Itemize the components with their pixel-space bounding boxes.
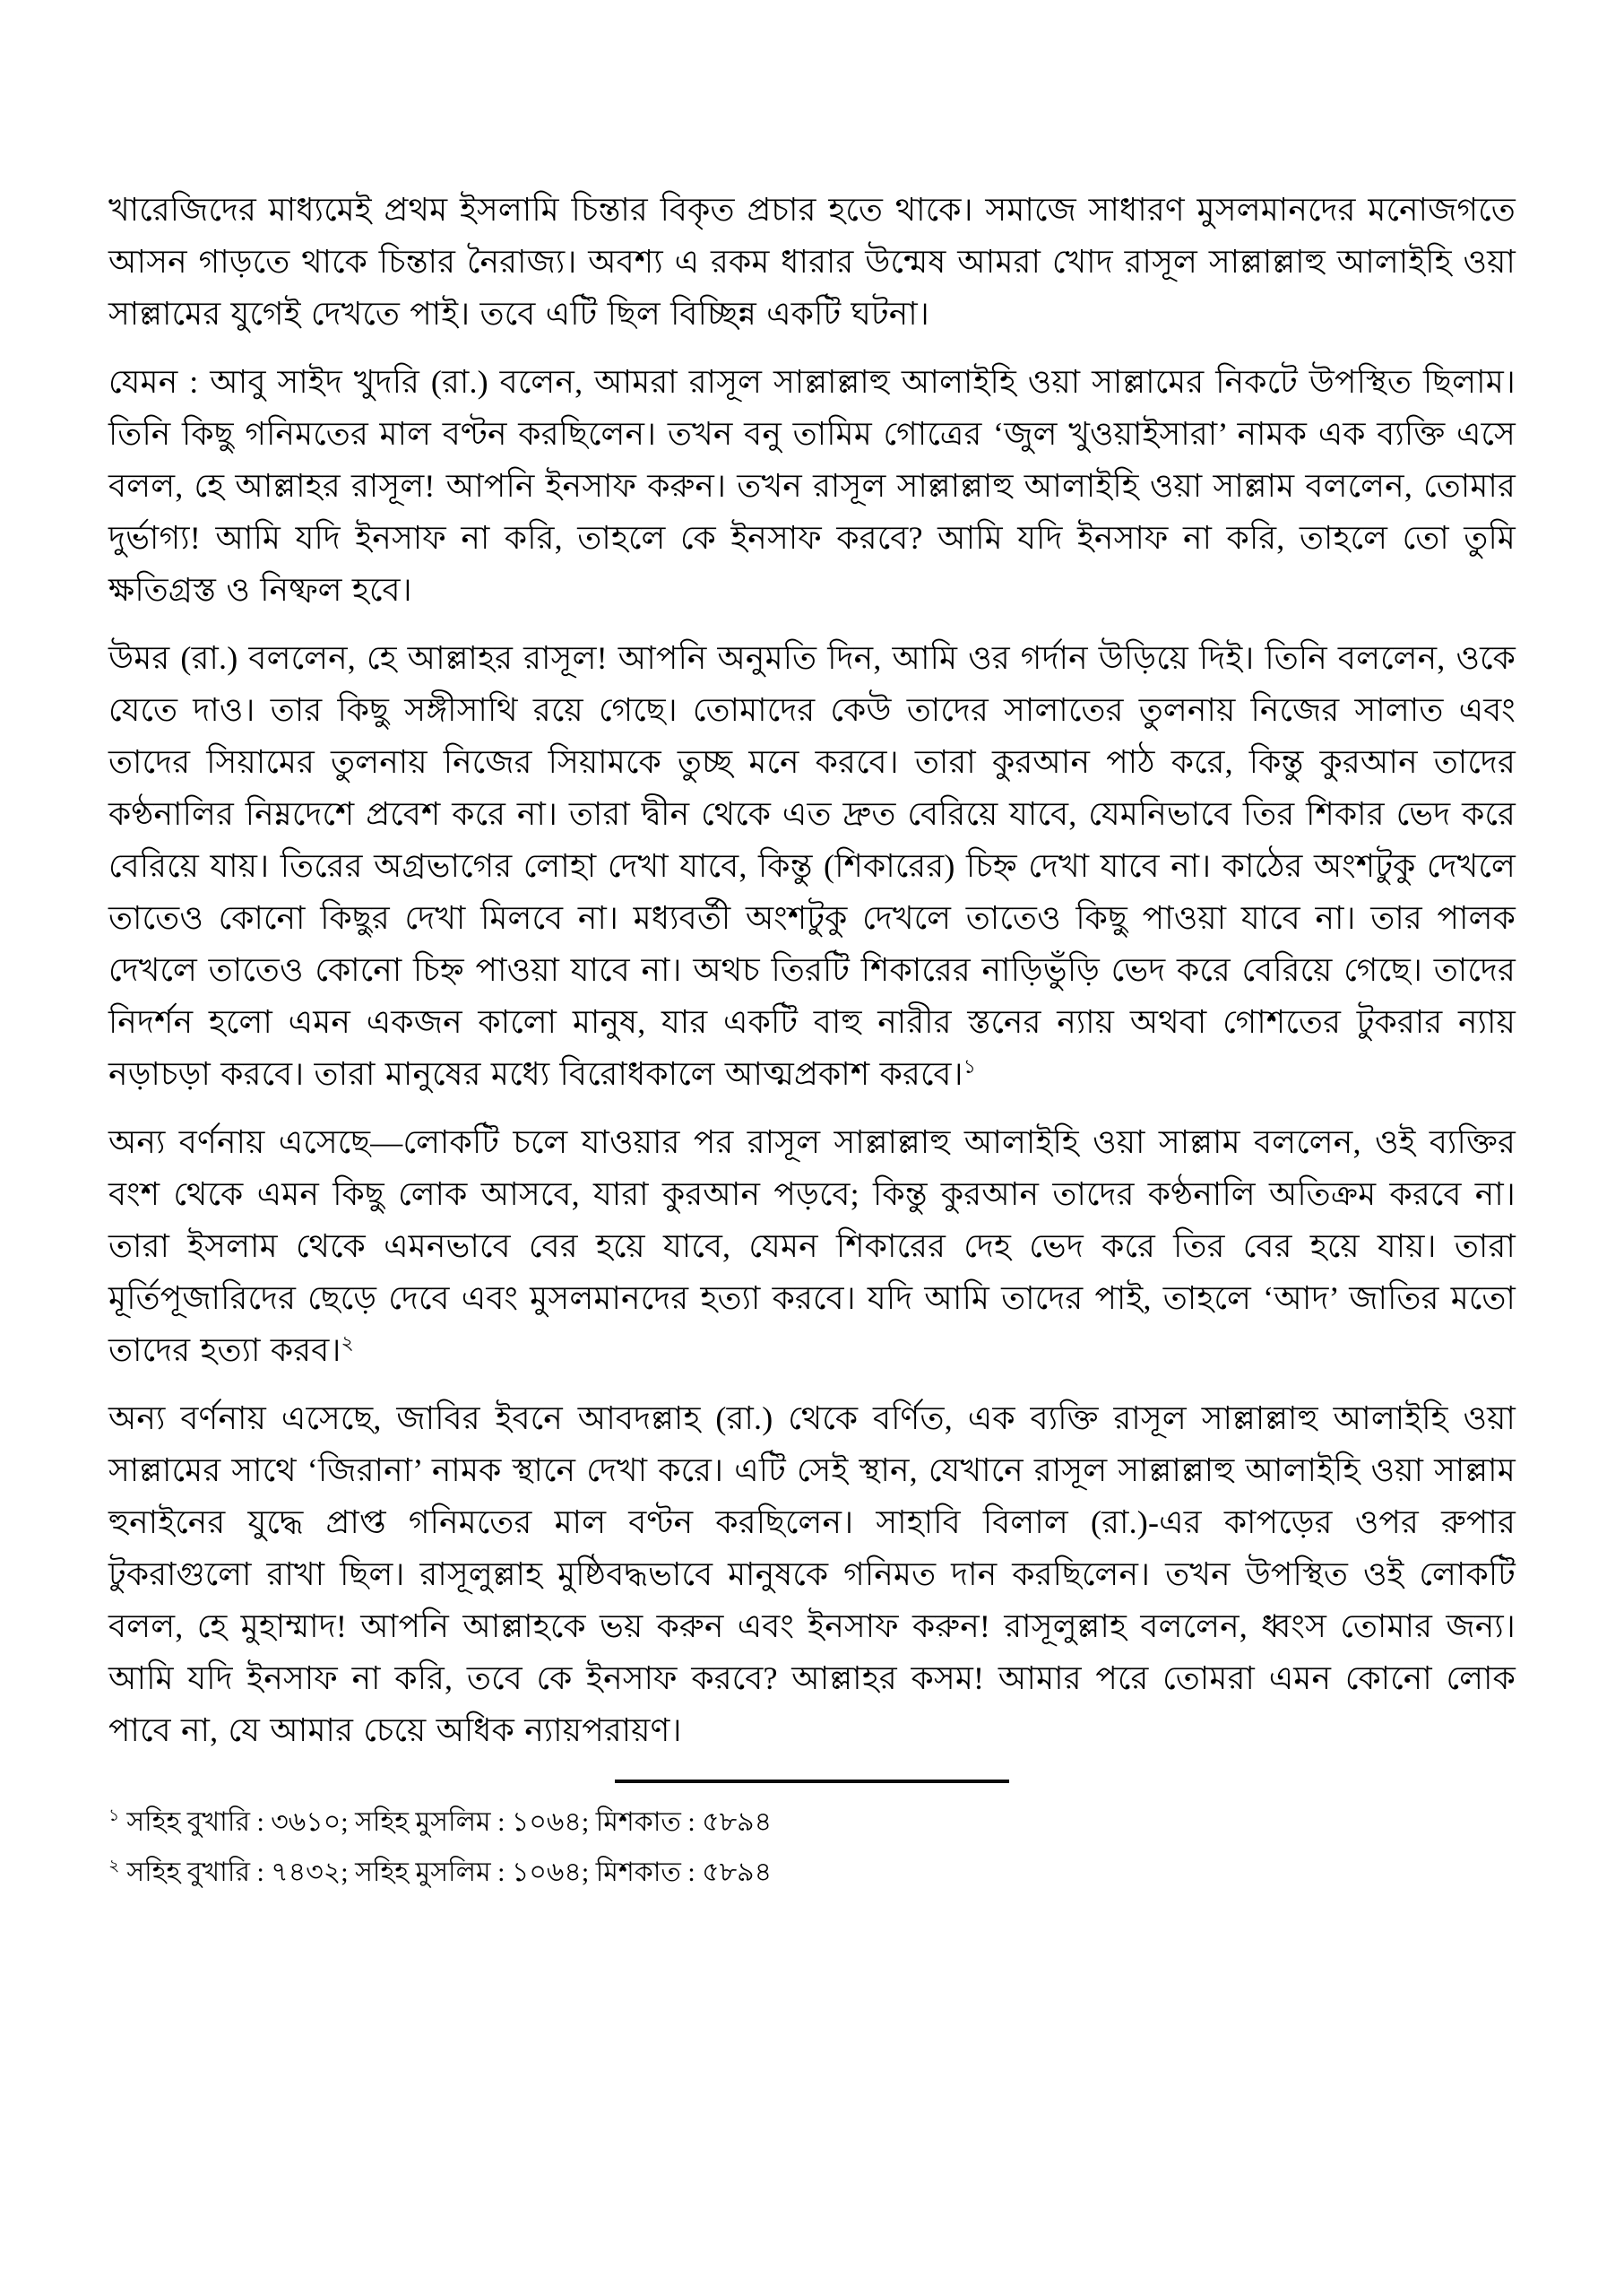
paragraph bbox=[108, 632, 1516, 1100]
paragraph bbox=[108, 1392, 1516, 1756]
paragraph bbox=[108, 1116, 1516, 1376]
footnote-text: সহিহ বুখারি : ৩৬১০; সহিহ মুসলিম : ১০৬৪; মিশকাত : ৫৮৯৪ bbox=[126, 1807, 773, 1837]
footnote-number: ২ bbox=[108, 1857, 120, 1875]
paragraph-text: যেমন : আবু সাইদ খুদরি (রা.) বলেন, আমরা রাসূল সাল্লাল্লাহু আলাইহি ওয়া সাল্লামের নিকটে উপস্থিত ছিলাম। তিনি কিছু গনিমতের মাল বণ্টন করছিলেন। তখন বনু তামিম গোত্রের ‘জুল খুওয়াইসারা’ নামক এক ব্যক্তি এসে বলল, হে আল্লাহর রাসূল! আপনি ইনসাফ করুন। তখন রাসূল সাল্লাল্লাহু আলাইহি ওয়া সাল্লাম বললেন, তোমার দুর্ভাগ্য! আমি যদি ইনসাফ না করি, তাহলে কে ইনসাফ করবে? আমি যদি ইনসাফ না করি, তাহলে তো তুমি ক্ষতিগ্রস্ত ও নিষ্ফল হবে। bbox=[108, 364, 1516, 608]
paragraph-text: অন্য বর্ণনায় এসেছে, জাবির ইবনে আবদল্লাহ (রা.) থেকে বর্ণিত, এক ব্যক্তি রাসূল সাল্লাল্লাহু আলাইহি ওয়া সাল্লামের সাথে ‘জিরানা’ নামক স্থানে দেখা করে। এটি সেই স্থান, যেখানে রাসূল সাল্লাল্লাহু আলাইহি ওয়া সাল্লাম হুনাইনের যুদ্ধে প্রাপ্ত গনিমতের মাল বণ্টন করছিলেন। সাহাবি বিলাল (রা.)-এর কাপড়ের ওপর রুপার টুকরাগুলো রাখা ছিল। রাসূলুল্লাহ মুষ্ঠিবদ্ধভাবে মানুষকে গনিমত দান করছিলেন। তখন উপস্থিত ওই লোকটি বলল, হে মুহাম্মাদ! আপনি আল্লাহকে ভয় করুন এবং ইনসাফ করুন! রাসূলুল্লাহ বললেন, ধ্বংস তোমার জন্য। আমি যদি ইনসাফ না করি, তবে কে ইনসাফ করবে? আল্লাহর কসম! আমার পরে তোমরা এমন কোনো লোক পাবে না, যে আমার চেয়ে অধিক ন্যায়পরায়ণ। bbox=[108, 1400, 1516, 1748]
footnote-marker: ১ bbox=[963, 1055, 977, 1078]
paragraph-text: উমর (রা.) বললেন, হে আল্লাহর রাসূল! আপনি অনুমতি দিন, আমি ওর গর্দান উড়িয়ে দিই। তিনি বললেন, ওকে যেতে দাও। তার কিছু সঙ্গীসাথি রয়ে গেছে। তোমাদের কেউ তাদের সালাতের তুলনায় নিজের সালাত এবং তাদের সিয়ামের তুলনায় নিজের সিয়ামকে তুচ্ছ মনে করবে। তারা কুরআন পাঠ করে, কিন্তু কুরআন তাদের কণ্ঠনালির নিম্নদেশে প্রবেশ করে না। তারা দ্বীন থেকে এত দ্রুত বেরিয়ে যাবে, যেমনিভাবে তির শিকার ভেদ করে বেরিয়ে যায়। তিরের অগ্রভাগের লোহা দেখা যাবে, কিন্তু (শিকারের) চিহ্ন দেখা যাবে না। কাঠের অংশটুকু দেখলে তাতেও কোনো কিছুর দেখা মিলবে না। মধ্যবর্তী অংশটুকু দেখলে তাতেও কিছু পাওয়া যাবে না। তার পালক দেখলে তাতেও কোনো চিহ্ন পাওয়া যাবে না। অথচ তিরটি শিকারের নাড়িভুঁড়ি ভেদ করে বেরিয়ে গেছে। তাদের নিদর্শন হলো এমন একজন কালো মানুষ, যার একটি বাহু নারীর স্তনের ন্যায় অথবা গোশতের টুকরার ন্যায় নড়াচড়া করবে। তারা মানুষের মধ্যে বিরোধকালে আত্মপ্রকাশ করবে। bbox=[108, 640, 1516, 1092]
footnote-marker: ২ bbox=[341, 1331, 355, 1354]
footnote-item bbox=[108, 1848, 1516, 1898]
footnote-number: ১ bbox=[108, 1806, 120, 1825]
footnote-text: সহিহ বুখারি : ৭৪৩২; সহিহ মুসলিম : ১০৬৪; মিশকাত : ৫৮৯৪ bbox=[126, 1858, 773, 1887]
paragraph-text: অন্য বর্ণনায় এসেছে—লোকটি চলে যাওয়ার পর রাসূল সাল্লাল্লাহু আলাইহি ওয়া সাল্লাম বললেন, ওই ব্যক্তির বংশ থেকে এমন কিছু লোক আসবে, যারা কুরআন পড়বে; কিন্তু কুরআন তাদের কণ্ঠনালি অতিক্রম করবে না। তারা ইসলাম থেকে এমনভাবে বের হয়ে যাবে, যেমন শিকারের দেহ ভেদ করে তির বের হয়ে যায়। তারা মূর্তিপূজারিদের ছেড়ে দেবে এবং মুসলমানদের হত্যা করবে। যদি আমি তাদের পাই, তাহলে ‘আদ’ জাতির মতো তাদের হত্যা করব। bbox=[108, 1124, 1516, 1368]
footnote-item bbox=[108, 1797, 1516, 1848]
body-text bbox=[108, 184, 1516, 1756]
paragraph-text: খারেজিদের মাধ্যমেই প্রথম ইসলামি চিন্তার বিকৃত প্রচার হতে থাকে। সমাজে সাধারণ মুসলমানদের মনোজগতে আসন গাড়তে থাকে চিন্তার নৈরাজ্য। অবশ্য এ রকম ধারার উন্মেষ আমরা খোদ রাসূল সাল্লাল্লাহু আলাইহি ওয়া সাল্লামের যুগেই দেখতে পাই। তবে এটি ছিল বিচ্ছিন্ন একটি ঘটনা। bbox=[108, 192, 1516, 332]
paragraph bbox=[108, 356, 1516, 616]
footnote-separator bbox=[615, 1780, 1009, 1783]
footnotes-section bbox=[108, 1797, 1516, 1898]
paragraph bbox=[108, 184, 1516, 340]
